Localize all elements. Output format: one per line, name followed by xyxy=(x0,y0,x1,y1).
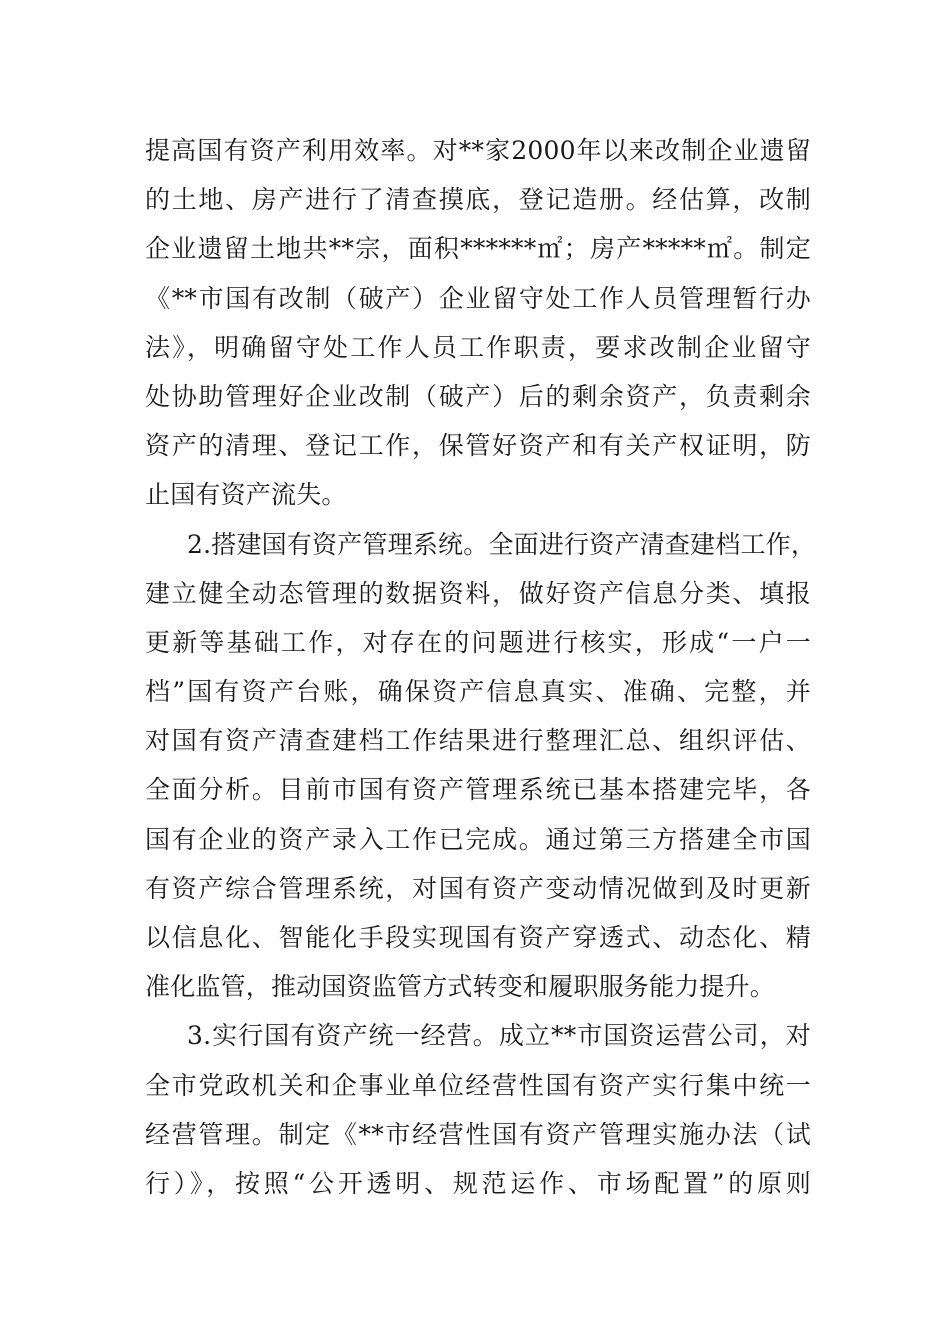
text-line: 企业遗留土地共**宗，面积******㎡；房产*****㎡。制定 xyxy=(145,234,811,264)
text-line: 有资产综合管理系统，对国有资产变动情况做到及时更新 xyxy=(145,873,811,903)
paragraph-unified-operation xyxy=(145,1011,811,1208)
text-line: 建立健全动态管理的数据资料，做好资产信息分类、填报 xyxy=(145,578,811,608)
text-line: 对国有资产清查建档工作结果进行整理汇总、组织评估、 xyxy=(145,726,811,756)
text-line: 档”国有资产台账，确保资产信息真实、准确、完整，并 xyxy=(145,677,811,707)
text-line: 处协助管理好企业改制（破产）后的剩余资产，负责剩余 xyxy=(145,381,811,411)
text-line: 以信息化、智能化手段实现国有资产穿透式、动态化、精 xyxy=(145,923,811,952)
paragraph-management-system xyxy=(145,520,817,1012)
text-line: 准化监管，推动国资监管方式转变和履职服务能力提升。 xyxy=(145,972,776,1002)
text-line: 止国有资产流失。 xyxy=(145,480,347,510)
paragraph-asset-cleanup xyxy=(145,126,811,520)
text-line: 《**市国有改制（破产）企业留守处工作人员管理暂行办 xyxy=(145,283,811,313)
text-line: 全市党政机关和企事业单位经营性国有资产实行集中统一 xyxy=(145,1070,811,1100)
text-line: 更新等基础工作，对存在的问题进行核实，形成“一户一 xyxy=(145,627,811,657)
text-line: 行）》，按照“公开透明、规范运作、市场配置”的原则 xyxy=(145,1168,811,1198)
text-line: 2.搭建国有资产管理系统。全面进行资产清查建档工作， xyxy=(187,529,817,559)
text-line: 提高国有资产利用效率。对**家2000年以来改制企业遗留 xyxy=(145,136,811,165)
text-line: 经营管理。制定《**市经营性国有资产管理实施办法（试 xyxy=(145,1119,811,1149)
text-line: 国有企业的资产录入工作已完成。通过第三方搭建全市国 xyxy=(145,824,811,854)
text-line: 的土地、房产进行了清查摸底，登记造册。经估算，改制 xyxy=(145,185,811,215)
document-body xyxy=(145,126,817,1208)
text-line: 法》，明确留守处工作人员工作职责，要求改制企业留守 xyxy=(145,332,811,362)
text-line: 3.实行国有资产统一经营。成立**市国资运营公司，对 xyxy=(187,1021,811,1051)
text-line: 全面分析。目前市国有资产管理系统已基本搭建完毕，各 xyxy=(145,775,811,805)
text-line: 资产的清理、登记工作，保管好资产和有关产权证明，防 xyxy=(145,431,811,461)
